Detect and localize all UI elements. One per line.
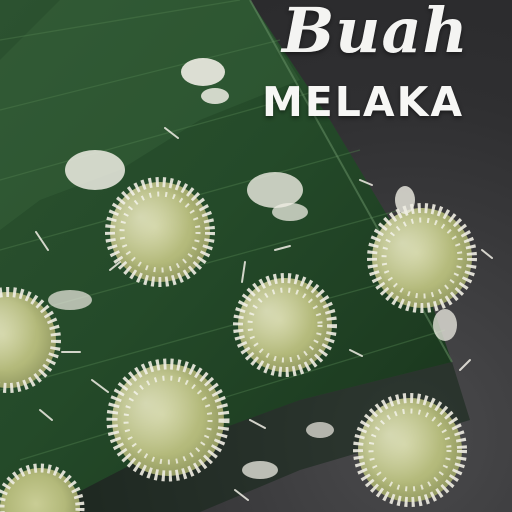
title-caps-line: MELAKA (262, 78, 465, 126)
coconut-ball-1 (110, 182, 210, 282)
coconut-ball-2 (238, 278, 332, 372)
coconut-ball-5 (358, 398, 462, 502)
title-script-line: Buah (282, 0, 469, 67)
coconut-ball-4 (112, 364, 224, 476)
coconut-ball-3 (372, 208, 472, 308)
